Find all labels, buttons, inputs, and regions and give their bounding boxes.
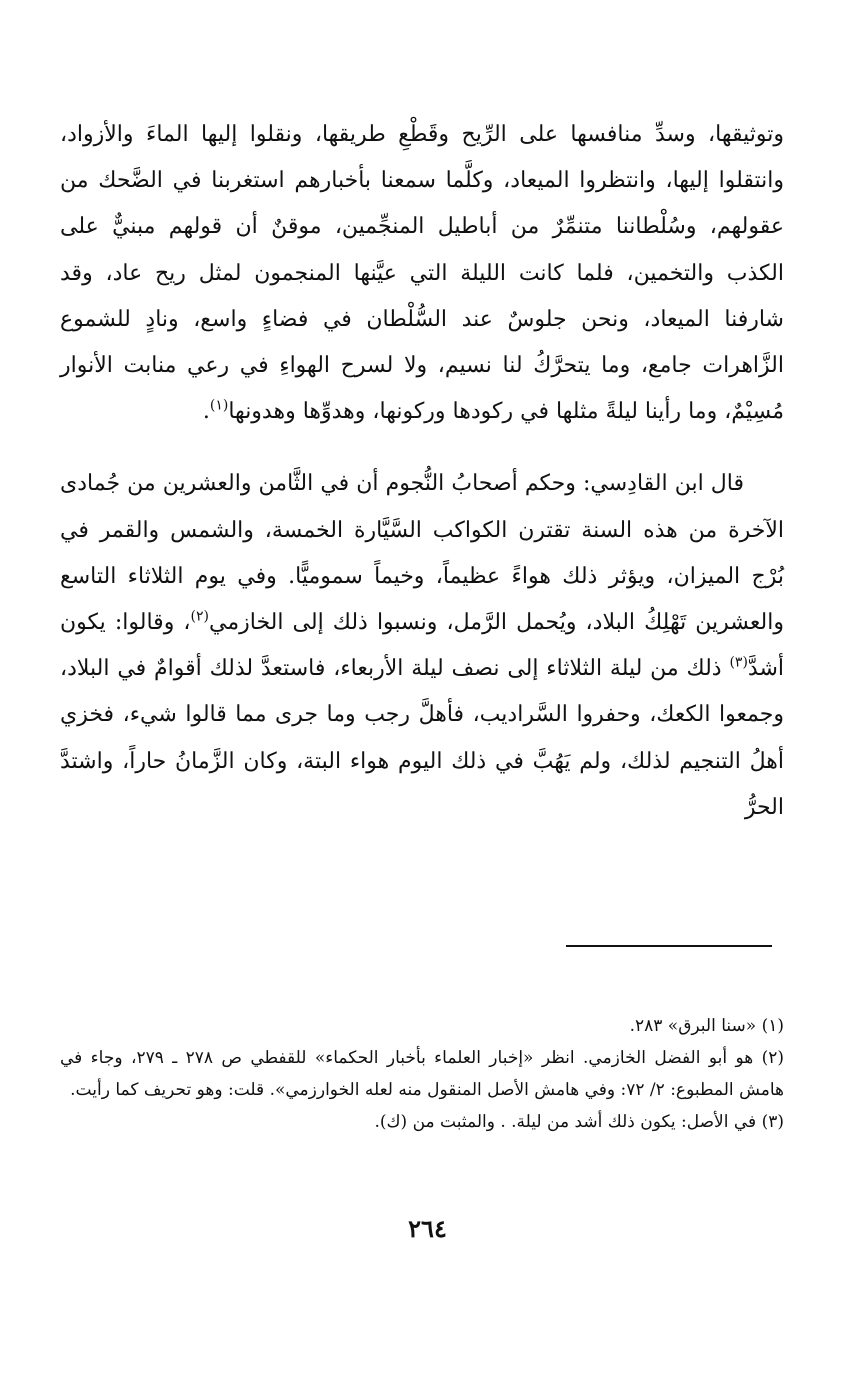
paragraph-text: ، وقالوا: يكون أشدَّ [60,610,784,682]
page-number: ٢٦٤ [408,1214,447,1243]
paragraph-text: ذلك من ليلة الثلاثاء إلى نصف ليلة الأربعاء، فاستعدَّ لذلك أقوامٌ في البلاد، وجمعوا الكعك، وحفروا السَّراديب، فأهلَّ رجب وما جرى مما قالوا شيء، فخزي أهلُ التنجيم لذلك، ولم يَهُبَّ في ذلك اليوم هواء البتة، وكان الزَّمانُ حاراً، واشتدَّ الحرُّ [60,656,784,820]
footnote-2: (٢) هو أبو الفضل الخازمي. انظر «إخبار العلماء بأخبار الحكماء» للقفطي ص ٢٧٨ ـ ٢٧٩، وجاء في هامش المطبوع: ٢/ ٧٢: وفي هامش الأصل المنقول منه لعله الخوارزمي». قلت: وهو تحريف كما رأيت. [60,1048,784,1100]
footnote-marker: (١) [209,397,229,414]
main-text [60,112,784,831]
footnote-marker: (٣) [729,654,748,671]
paragraph-text: وتوثيقها، وسدِّ منافسها على الرِّيح وقَطْعِ طريقها، ونقلوا إليها الماءَ والأزواد، وانتقلوا إليها، وانتظروا الميعاد، وكلَّما سمعنا بأخبارهم استغربنا في الضَّحك من عقولهم، وسُلْطاننا متنمِّرٌ من أباطيل المنجِّمين، موقنٌ أن قولهم مبنيٌّ على الكذب والتخمين، فلما كانت الليلة التي عيَّنها المنجمون لمثل ريح عاد، وقد شارفنا الميعاد، ونحن جلوسٌ عند السُّلْطان في فضاءٍ واسع، ونادٍ للشموع الزَّاهرات جامع، وما يتحرَّكُ لنا نسيم، ولا لسرح الهواءِ في رعي منابت الأنوار مُسِيْمٌ، وما رأينا ليلةً مثلها في ركودها وركونها، وهدوِّها وهدونها [60,122,784,425]
footnote-3: (٣) في الأصل: يكون ذلك أشد من ليلة. . والمثبت من (ك). [374,1112,784,1132]
footnotes [60,1010,784,1138]
footnote-marker: (٢) [190,608,209,625]
paragraph [60,461,784,831]
footnote-separator [566,945,772,947]
paragraph-end: . [202,399,210,425]
paragraph [60,112,784,435]
footnote-1: (١) «سنا البرق» ٢٨٣. [629,1016,784,1036]
paragraph-text: قال ابن القادِسي: وحكم أصحابُ النُّجوم أن في الثَّامن والعشرين من جُمادى الآخرة من هذه السنة تقترن الكواكب السَّيَّارة الخمسة، والشمس والقمر في بُرْج الميزان، ويؤثر ذلك هواءً عظيماً، وخيماً سموميًّا. وفي يوم الثلاثاء التاسع والعشرين تَهْلِكُ البلاد، ويُحمل الرَّمل، ونسبوا ذلك إلى الخازمي [60,471,784,636]
